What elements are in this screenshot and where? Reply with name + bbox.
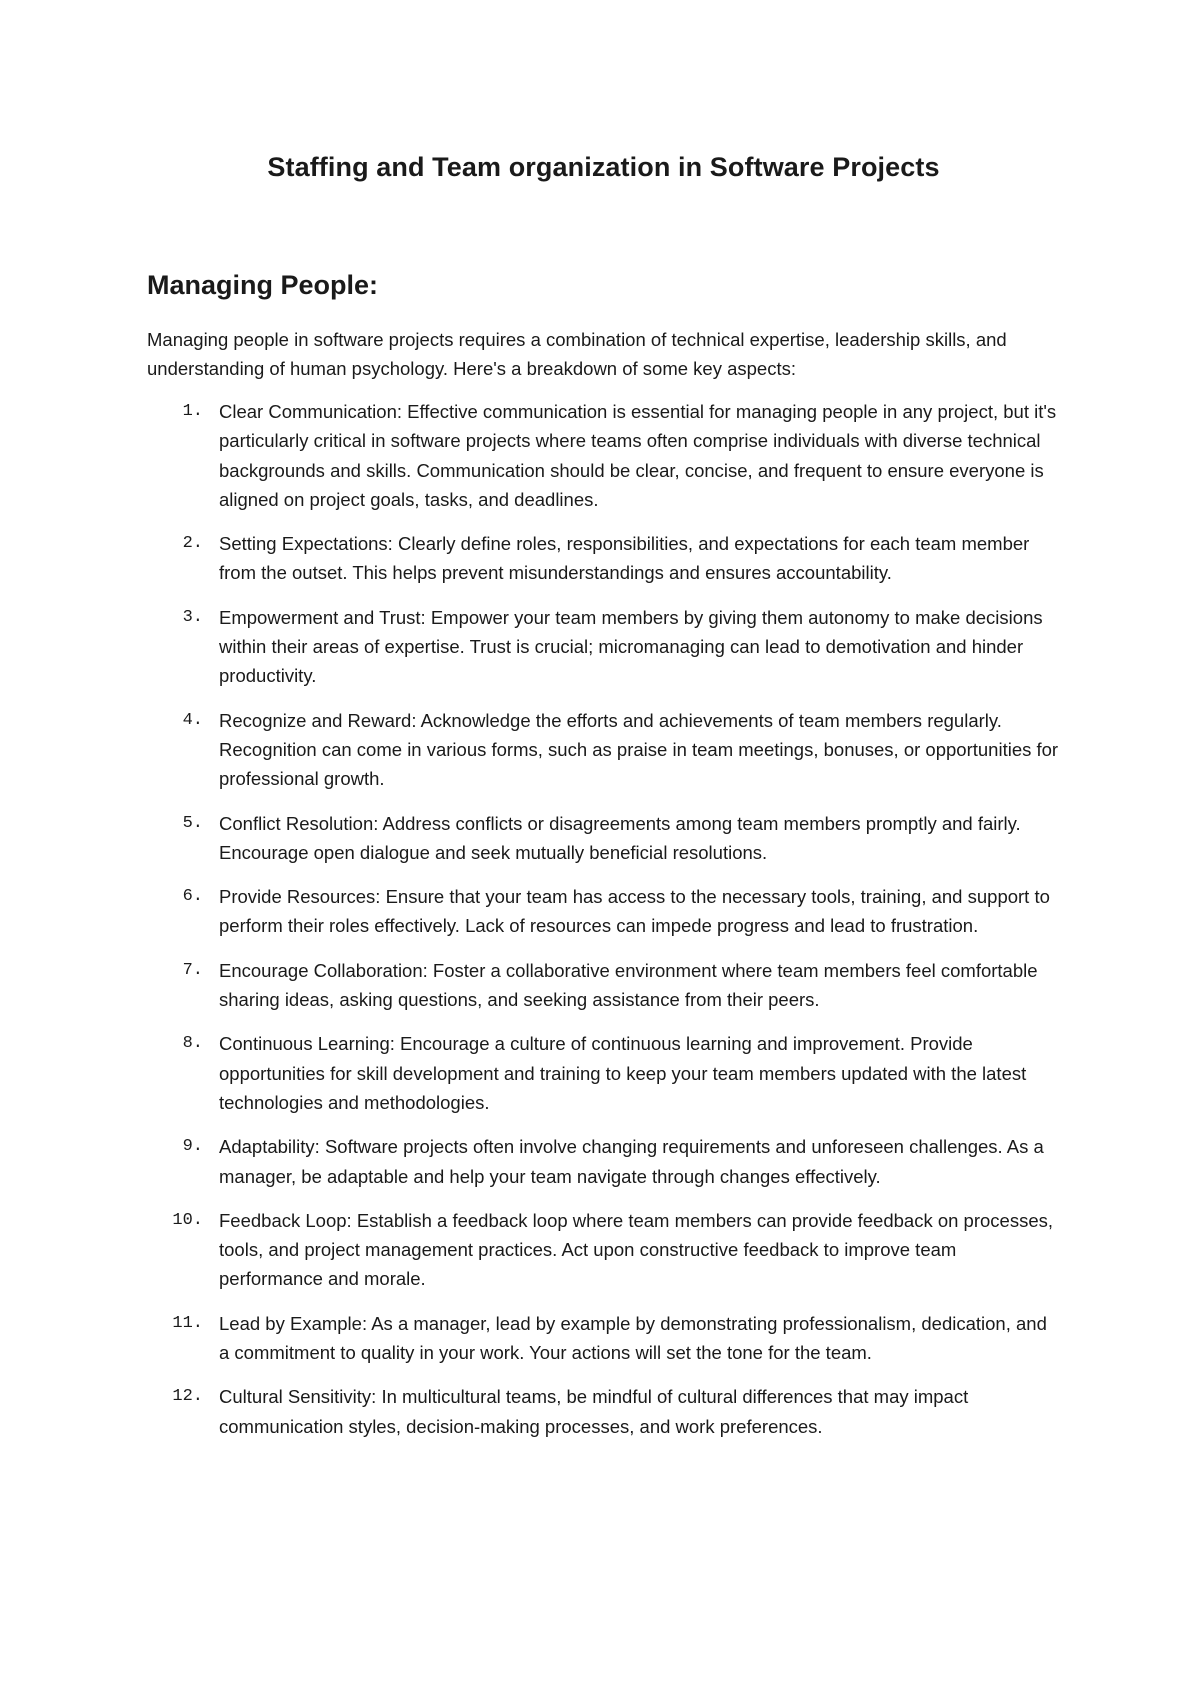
list-item-number: 6. [182,887,203,907]
list-item-number: 12. [172,1387,203,1407]
list-item-text: Software projects often involve changing requirements and unforeseen challenges. As a manager, be adaptable and help your team navigate through changes effectively. [219,1136,1044,1187]
list-item-number: 4. [182,710,203,730]
list-item-number: 11. [172,1313,203,1333]
list-item-number: 3. [182,607,203,627]
list-item-text: Establish a feedback loop where team members can provide feedback on processes, tools, and project management practices. Act upon constructive feedback to improve team performance and morale. [219,1209,1054,1290]
list-item [147,706,1060,794]
list-item-text: Address conflicts or disagreements among team members promptly and fairly. Encourage open dialogue and seek mutually beneficial resolutions. [219,812,1021,863]
list-item-title: Cultural Sensitivity : [219,1386,381,1407]
list-item [147,809,1060,868]
list-item [147,1206,1060,1294]
list-item-text: Clearly define roles, responsibilities, and expectations for each team member from the outset. This helps prevent misunderstandings and ensures accountability. [219,533,1030,584]
list-item-text: Acknowledge the efforts and achievements of team members regularly. Recognition can come in various forms, such as praise in team meetings, bonuses, or opportunities for professional growth. [219,709,1059,790]
list-item-title: Feedback Loop : [219,1210,357,1231]
list-item-text: Empower your team members by giving them autonomy to make decisions within their areas of expertise. Trust is crucial; micromanaging can lead to demotivation and hinder productivity. [219,606,1043,687]
list-item-number: 9. [182,1137,203,1157]
list-item-title: Lead by Example : [219,1313,371,1334]
list-item [147,397,1060,514]
key-aspects-list [147,397,1060,1441]
list-item-number: 5. [182,813,203,833]
list-item [147,882,1060,941]
list-item [147,1132,1060,1191]
list-item-title: Setting Expectations : [219,533,398,554]
list-item-text: Ensure that your team has access to the necessary tools, training, and support to perform their roles effectively. Lack of resources can impede progress and lead to frustration. [219,886,1050,937]
list-item-number: 8. [182,1034,203,1054]
list-item-text: As a manager, lead by example by demonstrating professionalism, dedication, and a commitment to quality in your work. Your actions will set the tone for the team. [219,1312,1047,1364]
list-item-text: In multicultural teams, be mindful of cultural differences that may impact communication styles, decision-making processes, and work preferences. [219,1386,969,1437]
list-item-title: Conflict Resolution : [219,813,383,834]
list-item-text: Foster a collaborative environment where team members feel comfortable sharing ideas, asking questions, and seeking assistance from their peers. [219,959,1038,1011]
list-item-title: Continuous Learning : [219,1033,400,1054]
list-item-number: 10. [172,1210,203,1230]
intro-paragraph: Managing people in software projects requires a combination of technical expertise, leadership skills, and understanding of human psychology. Here's a breakdown of some key aspects: [147,329,1007,379]
list-item-text: Encourage a culture of continuous learning and improvement. Provide opportunities for skill development and training to keep your team members updated with the latest technologies and methodologies. [219,1033,1027,1113]
list-item-number: 2. [182,534,203,554]
list-item-text: Effective communication is essential for managing people in any project, but it's particularly critical in software projects where teams often comprise individuals with diverse technical backgrounds and skills. Communication should be clear, concise, and frequent to ensure everyone is aligned on project goals, tasks, and deadlines. [219,401,1057,510]
list-item [147,603,1060,691]
section-heading: Managing People: [147,270,379,300]
list-item-title: Encourage Collaboration : [219,960,433,981]
list-item-number: 1. [182,402,203,421]
list-item [147,529,1060,588]
list-item [147,1382,1060,1441]
list-item [147,1029,1060,1117]
list-item-title: Recognize and Reward : [219,710,421,731]
document-title: Staffing and Team organization in Software Projects [267,152,940,182]
list-item-title: Provide Resources : [219,886,386,907]
list-item-title: Empowerment and Trust : [219,607,431,628]
list-item-title: Adaptability : [219,1136,325,1157]
list-item-number: 7. [182,960,203,980]
list-item [147,956,1060,1015]
list-item-title: Clear Communication : [219,401,407,422]
list-item [147,1309,1060,1368]
